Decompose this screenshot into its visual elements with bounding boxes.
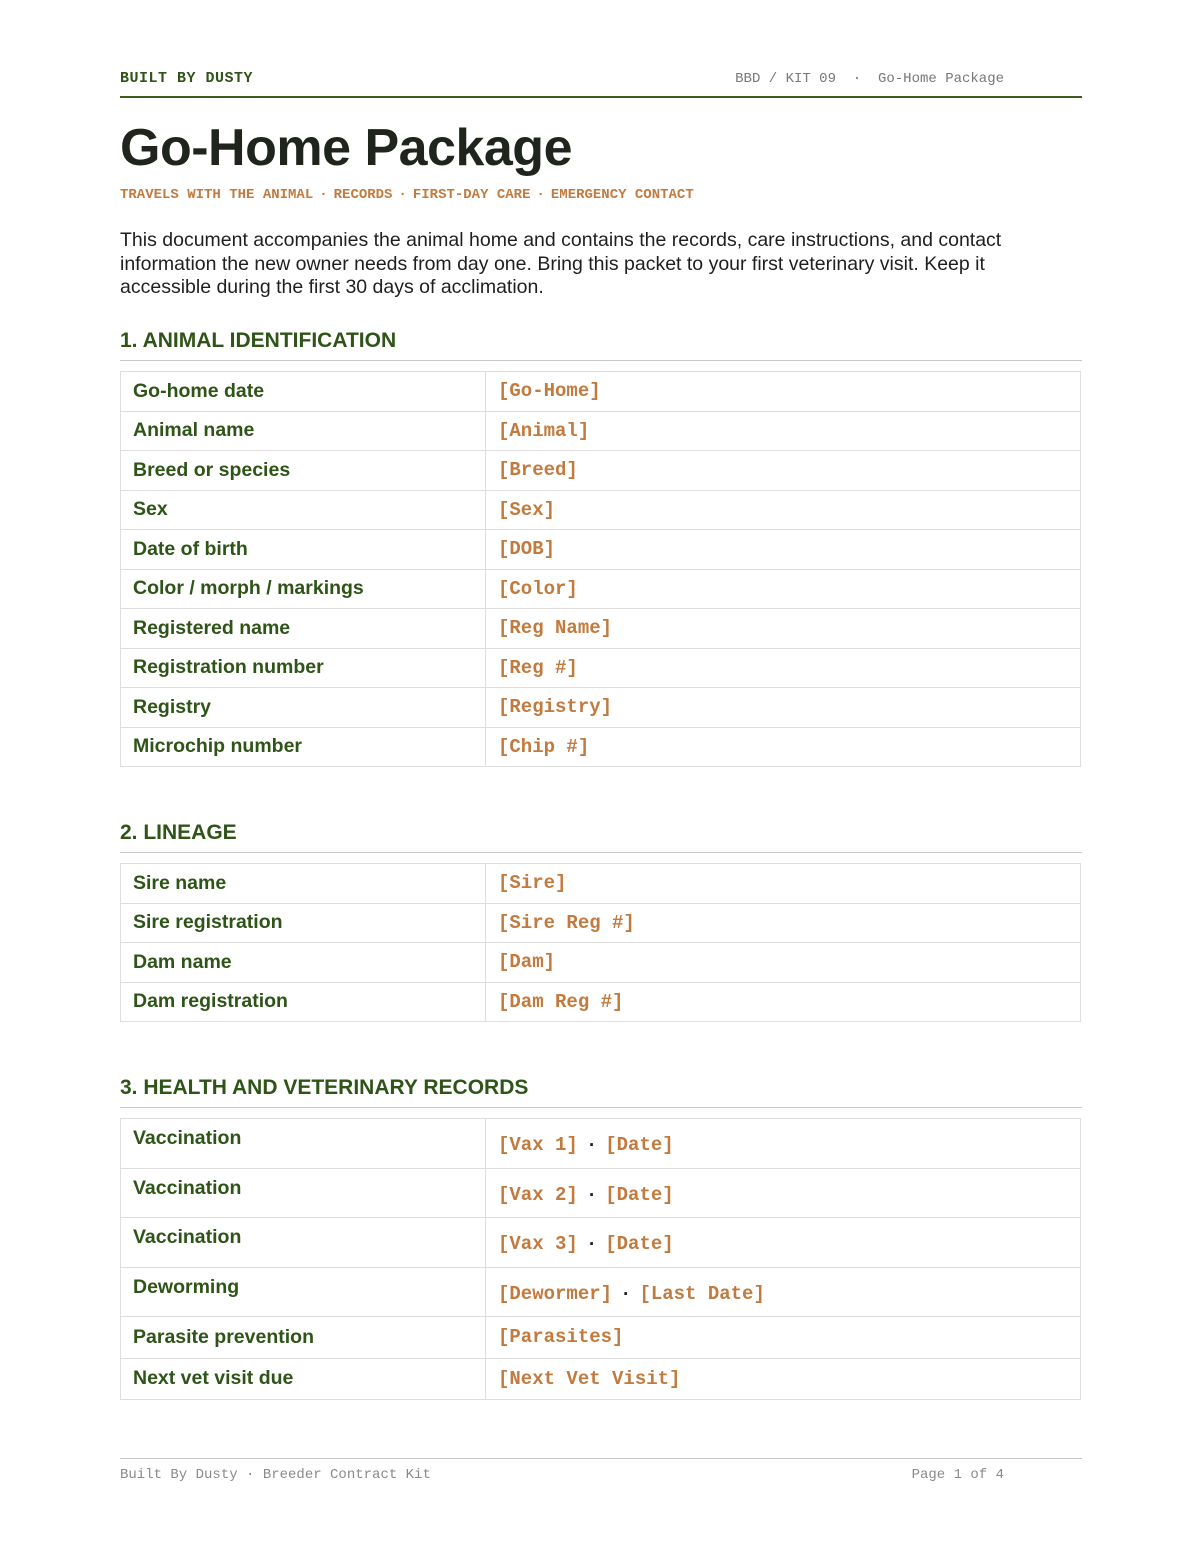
table-row: [121, 1218, 1081, 1268]
value-date: [Date]: [605, 1233, 674, 1256]
value-primary: [Dewormer]: [498, 1282, 613, 1305]
field-value: [Color]: [486, 569, 1081, 609]
value-date: [Date]: [605, 1134, 674, 1157]
field-label: Microchip number: [121, 727, 486, 767]
section-heading: 3. HEALTH AND VETERINARY RECORDS: [120, 1075, 1082, 1108]
field-label: Vaccination: [121, 1119, 486, 1169]
table-row: [121, 903, 1081, 943]
value-primary: [Vax 1]: [498, 1134, 578, 1157]
field-value: [Next Vet Visit]: [486, 1358, 1081, 1400]
field-label: Dam name: [121, 943, 486, 983]
field-value: [486, 1267, 1081, 1317]
value-separator: ·: [585, 1134, 598, 1157]
value-separator: ·: [585, 1183, 598, 1206]
field-label: Registry: [121, 688, 486, 728]
subtitle-separator: ·: [536, 187, 545, 203]
field-value: [Animal]: [486, 411, 1081, 451]
field-label: Deworming: [121, 1267, 486, 1317]
table-row: [121, 1267, 1081, 1317]
section-animal-identification: [120, 328, 1082, 767]
field-label: Animal name: [121, 411, 486, 451]
field-value: [Registry]: [486, 688, 1081, 728]
page-header: [120, 66, 1082, 98]
table-row: [121, 1317, 1081, 1359]
footer-kit-name: Built By Dusty · Breeder Contract Kit: [120, 1467, 431, 1483]
field-label: Breed or species: [121, 451, 486, 491]
field-label: Registration number: [121, 648, 486, 688]
table-row: [121, 688, 1081, 728]
field-value: [Sire Reg #]: [486, 903, 1081, 943]
field-value: [486, 1218, 1081, 1268]
field-value: [Sire]: [486, 864, 1081, 904]
field-label: Registered name: [121, 609, 486, 649]
page-title: Go-Home Package: [120, 119, 572, 177]
field-label: Sex: [121, 490, 486, 530]
field-label: Vaccination: [121, 1218, 486, 1268]
table-row: [121, 864, 1081, 904]
table-row: [121, 1168, 1081, 1218]
value-separator: ·: [585, 1233, 598, 1256]
table-row: [121, 1119, 1081, 1169]
field-value: [Breed]: [486, 451, 1081, 491]
table-row: [121, 490, 1081, 530]
intro-paragraph: This document accompanies the animal home and contains the records, care instructions, and contact information the new owner needs from day one. Bring this packet to your first veterinary visit. Keep it accessible during the first 30 days of acclimation.: [120, 229, 1002, 298]
field-label: Color / morph / markings: [121, 569, 486, 609]
kit-label: BBD / KIT 09 · Go-Home Package: [735, 71, 1004, 87]
table-row: [121, 451, 1081, 491]
field-value: [Reg Name]: [486, 609, 1081, 649]
subtitle-separator: ·: [398, 187, 407, 203]
table-row: [121, 569, 1081, 609]
field-label: Sire registration: [121, 903, 486, 943]
field-value: [Chip #]: [486, 727, 1081, 767]
value-primary: [Vax 2]: [498, 1183, 578, 1206]
subtitle-item: RECORDS: [333, 187, 393, 203]
section-lineage: [120, 820, 1082, 1022]
field-value: [Reg #]: [486, 648, 1081, 688]
subtitle-separator: ·: [319, 187, 328, 203]
subtitle-item: TRAVELS WITH THE ANIMAL: [120, 187, 314, 203]
subtitle-tagline: [120, 187, 694, 203]
section-health-records: [120, 1075, 1082, 1400]
table-row: [121, 609, 1081, 649]
value-primary: [Vax 3]: [498, 1233, 578, 1256]
field-label: Vaccination: [121, 1168, 486, 1218]
page-footer: [120, 1458, 1082, 1489]
value-separator: ·: [620, 1282, 632, 1305]
table-row: [121, 943, 1081, 983]
table-row: [121, 372, 1081, 412]
health-table: [120, 1118, 1081, 1400]
field-value: [Dam]: [486, 943, 1081, 983]
section-heading: 2. LINEAGE: [120, 820, 1082, 853]
field-label: Next vet visit due: [121, 1358, 486, 1400]
identification-table: [120, 371, 1081, 767]
field-value: [Parasites]: [486, 1317, 1081, 1359]
field-label: Dam registration: [121, 982, 486, 1022]
field-value: [DOB]: [486, 530, 1081, 570]
table-row: [121, 1358, 1081, 1400]
table-row: [121, 411, 1081, 451]
lineage-table: [120, 863, 1081, 1022]
table-row: [121, 648, 1081, 688]
field-value: [Go-Home]: [486, 372, 1081, 412]
section-heading: 1. ANIMAL IDENTIFICATION: [120, 328, 1082, 361]
table-row: [121, 530, 1081, 570]
value-date: [Last Date]: [639, 1282, 765, 1305]
page-number: Page 1 of 4: [911, 1467, 1004, 1483]
table-row: [121, 727, 1081, 767]
field-value: [486, 1119, 1081, 1169]
field-value: [Sex]: [486, 490, 1081, 530]
subtitle-item: FIRST-DAY CARE: [412, 187, 531, 203]
value-date: [Date]: [605, 1183, 674, 1206]
field-value: [486, 1168, 1081, 1218]
field-label: Go-home date: [121, 372, 486, 412]
field-label: Parasite prevention: [121, 1317, 486, 1359]
field-value: [Dam Reg #]: [486, 982, 1081, 1022]
field-label: Date of birth: [121, 530, 486, 570]
subtitle-item: EMERGENCY CONTACT: [550, 187, 694, 203]
brand-name: BUILT BY DUSTY: [120, 70, 254, 87]
table-row: [121, 982, 1081, 1022]
field-label: Sire name: [121, 864, 486, 904]
